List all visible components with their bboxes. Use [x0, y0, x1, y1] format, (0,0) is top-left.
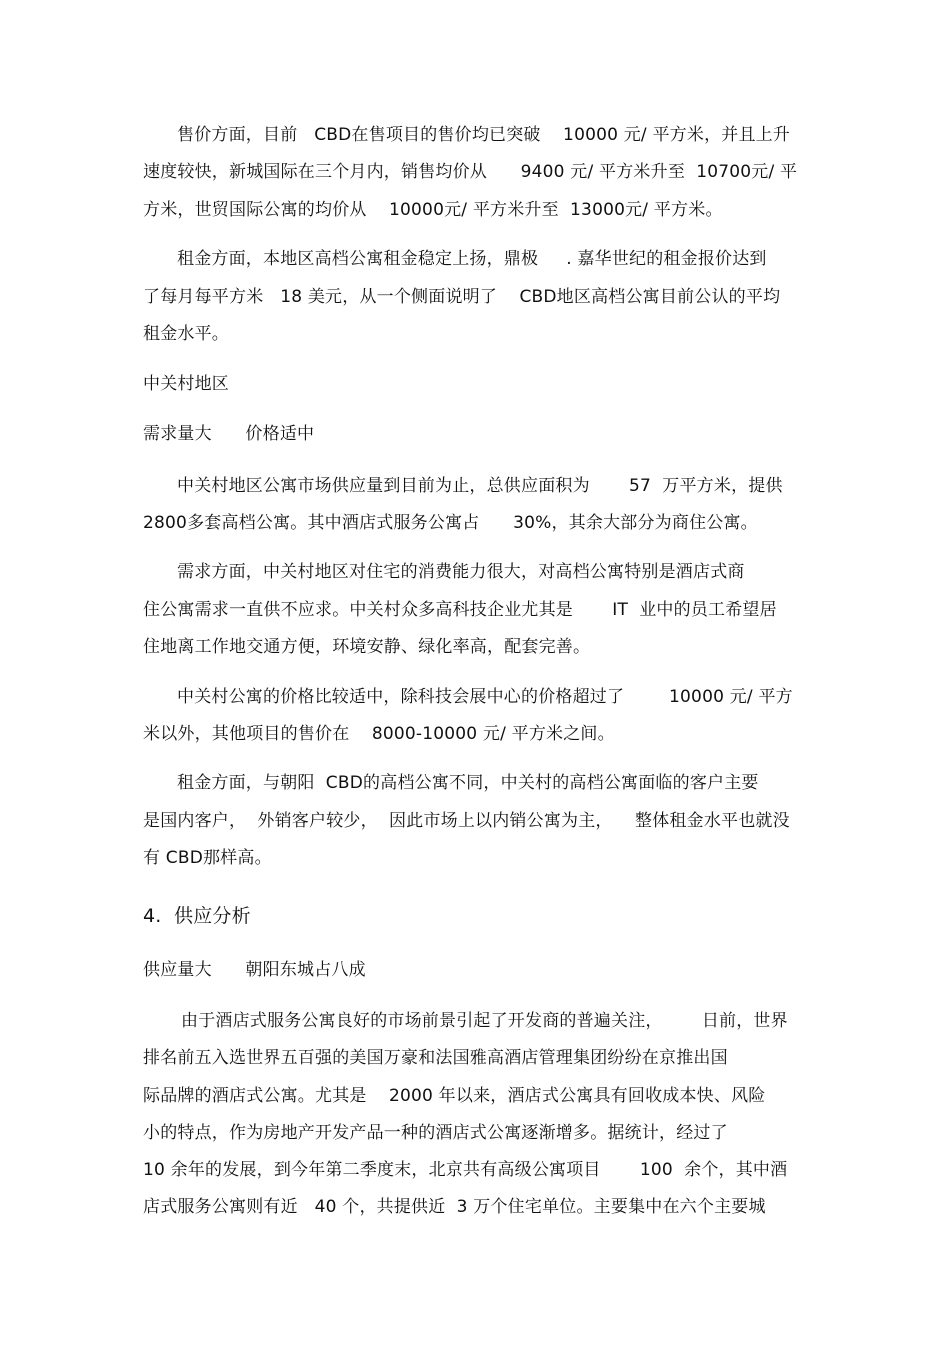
section-subtitle: 中关村地区	[143, 374, 229, 394]
paragraph-line: 际品牌的酒店式公寓。尤其是 2000 年以来，酒店式公寓具有回收成本快、风险	[143, 1086, 766, 1106]
section-subtitle: 需求量大 价格适中	[143, 424, 315, 444]
paragraph-line: 有 CBD那样高。	[143, 848, 272, 868]
paragraph-line: 了每月每平方米 18 美元，从一个侧面说明了 CBD地区高档公寓目前公认的平均	[143, 287, 781, 307]
paragraph-line: 住公寓需求一直供不应求。中关村众多高科技企业尤其是 IT 业中的员工希望居	[143, 600, 777, 620]
paragraph-line: 中关村公寓的价格比较适中，除科技会展中心的价格超过了 10000 元/ 平方	[177, 687, 793, 707]
section-heading: 4. 供应分析	[143, 905, 251, 927]
paragraph-line: 是国内客户， 外销客户较少， 因此市场上以内销公寓为主， 整体租金水平也就没	[143, 811, 790, 831]
paragraph-line: 由于酒店式服务公寓良好的市场前景引起了开发商的普遍关注， 日前，世界	[181, 1011, 788, 1031]
paragraph-line: 速度较快，新城国际在三个月内，销售均价从 9400 元/ 平方米升至 10700元/ 平	[143, 162, 798, 182]
paragraph-line: 中关村地区公寓市场供应量到目前为止，总供应面积为 57 万平方米，提供	[177, 476, 783, 496]
paragraph-line: 店式服务公寓则有近 40 个，共提供近 3 万个住宅单位。主要集中在六个主要城	[143, 1197, 766, 1217]
paragraph-line: 方米，世贸国际公寓的均价从 10000元/ 平方米升至 13000元/ 平方米。	[143, 200, 723, 220]
paragraph-line: 小的特点，作为房地产开发产品一种的酒店式公寓逐渐增多。据统计，经过了	[143, 1123, 728, 1143]
paragraph-line: 租金水平。	[143, 324, 229, 344]
section-subtitle: 供应量大 朝阳东城占八成	[143, 960, 366, 980]
paragraph-line: 住地离工作地交通方便，环境安静、绿化率高，配套完善。	[143, 637, 591, 657]
paragraph-line: 租金方面，与朝阳 CBD的高档公寓不同，中关村的高档公寓面临的客户主要	[177, 773, 759, 793]
paragraph-line: 售价方面，目前 CBD在售项目的售价均已突破 10000 元/ 平方米，并且上升	[177, 125, 791, 145]
paragraph-line: 排名前五入选世界五百强的美国万豪和法国雅高酒店管理集团纷纷在京推出国	[143, 1048, 728, 1068]
paragraph-line: 2800多套高档公寓。其中酒店式服务公寓占 30%，其余大部分为商住公寓。	[143, 513, 758, 533]
paragraph-line: 米以外，其他项目的售价在 8000-10000 元/ 平方米之间。	[143, 724, 615, 744]
paragraph-line: 租金方面，本地区高档公寓租金稳定上扬，鼎极 . 嘉华世纪的租金报价达到	[177, 249, 767, 269]
paragraph-line: 10 余年的发展，到今年第二季度末，北京共有高级公寓项目 100 余个，其中酒	[143, 1160, 788, 1180]
paragraph-line: 需求方面，中关村地区对住宅的消费能力很大，对高档公寓特别是酒店式商	[177, 562, 745, 582]
